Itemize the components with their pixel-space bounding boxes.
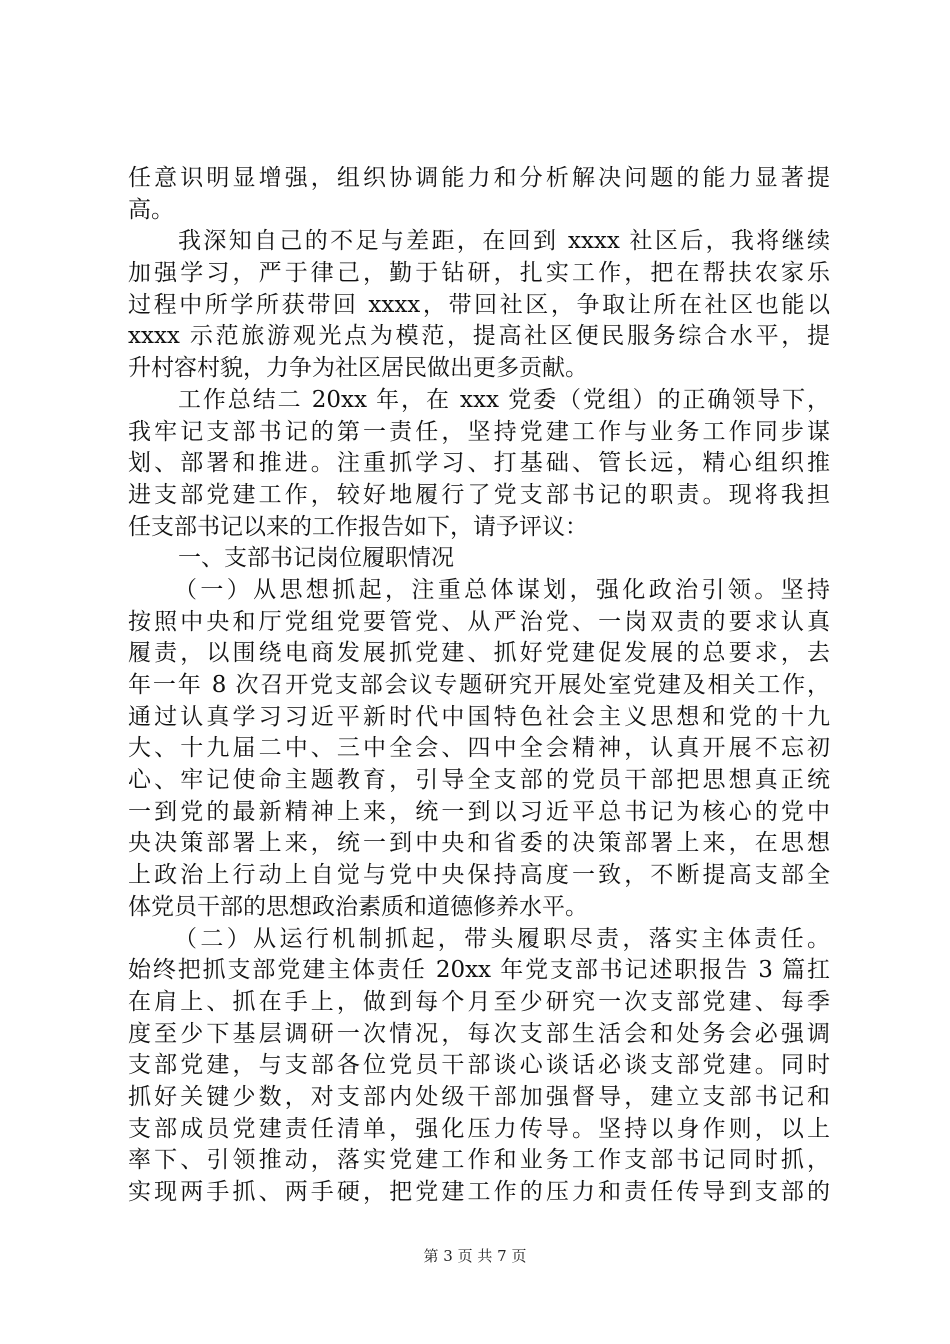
text-line: 升村容村貌，力争为社区居民做出更多贡献。: [128, 355, 588, 382]
text-line: 高。: [128, 196, 174, 223]
text-line: 我深知自己的不足与差距，在回到 xxxx 社区后，我将继续: [178, 228, 830, 255]
text-line: 上政治上行动上自觉与党中央保持高度一致，不断提高支部全: [128, 862, 830, 889]
text-line: 履责，以围绕电商发展抓党建、抓好党建促发展的总要求，去: [128, 640, 830, 667]
page-number: 第 3 页 共 7 页: [423, 1247, 527, 1265]
text-line: 按照中央和厅党组党要管党、从严治党、一岗双责的要求认真: [128, 608, 830, 635]
text-line: 央决策部署上来，统一到中央和省委的决策部署上来，在思想: [128, 830, 830, 857]
text-line: xxxx 示范旅游观光点为模范，提高社区便民服务综合水平，提: [128, 323, 830, 350]
text-line: 体党员干部的思想政治素质和道德修养水平。: [128, 893, 588, 920]
text-line: 大、十九届二中、三中全会、四中全会精神，认真开展不忘初: [128, 735, 830, 762]
text-line: 过程中所学所获带回 xxxx，带回社区，争取让所在社区也能以: [128, 291, 830, 318]
section-heading: 一、支部书记岗位履职情况: [178, 545, 454, 572]
text-line: 率下、引领推动，落实党建工作和业务工作支部书记同时抓，: [128, 1147, 830, 1174]
text-line: 支部成员党建责任清单，强化压力传导。坚持以身作则，以上: [128, 1115, 830, 1142]
text-line: 抓好关键少数，对支部内处级干部加强督导，建立支部书记和: [128, 1083, 830, 1110]
text-line: 进支部党建工作，较好地履行了党支部书记的职责。现将我担: [128, 481, 830, 508]
text-line: 工作总结二 20xx 年，在 xxx 党委（党组）的正确领导下，: [178, 386, 830, 413]
text-line: （一）从思想抓起，注重总体谋划，强化政治引领。坚持: [174, 576, 830, 603]
text-line: 实现两手抓、两手硬，把党建工作的压力和责任传导到支部的: [128, 1179, 830, 1205]
text-line: 任支部书记以来的工作报告如下，请予评议：: [128, 513, 588, 540]
page-footer: [0, 1245, 950, 1266]
text-line: （二）从运行机制抓起，带头履职尽责，落实主体责任。: [174, 925, 830, 952]
text-line: 度至少下基层调研一次情况，每次支部生活会和处务会必强调: [128, 1020, 830, 1047]
text-line: 支部党建，与支部各位党员干部谈心谈话必谈支部党建。同时: [128, 1052, 830, 1079]
text-line: 任意识明显增强，组织协调能力和分析解决问题的能力显著提: [128, 165, 830, 191]
text-line: 一到党的最新精神上来，统一到以习近平总书记为核心的党中: [128, 798, 830, 825]
text-line: 加强学习，严于律己，勤于钻研，扎实工作，把在帮扶农家乐: [128, 260, 830, 287]
text-line: 划、部署和推进。注重抓学习、打基础、管长远，精心组织推: [128, 450, 830, 477]
text-line: 始终把抓支部党建主体责任 20xx 年党支部书记述职报告 3 篇扛: [128, 957, 830, 984]
text-line: 我牢记支部书记的第一责任，坚持党建工作与业务工作同步谋: [128, 418, 830, 445]
document-body: [128, 163, 830, 1209]
text-line: 心、牢记使命主题教育，引导全支部的党员干部把思想真正统: [128, 767, 830, 794]
text-line: 通过认真学习习近平新时代中国特色社会主义思想和党的十九: [128, 703, 830, 730]
text-line: 在肩上、抓在手上，做到每个月至少研究一次支部党建、每季: [128, 988, 830, 1015]
text-line: 年一年 8 次召开党支部会议专题研究开展处室党建及相关工作，: [128, 672, 830, 698]
